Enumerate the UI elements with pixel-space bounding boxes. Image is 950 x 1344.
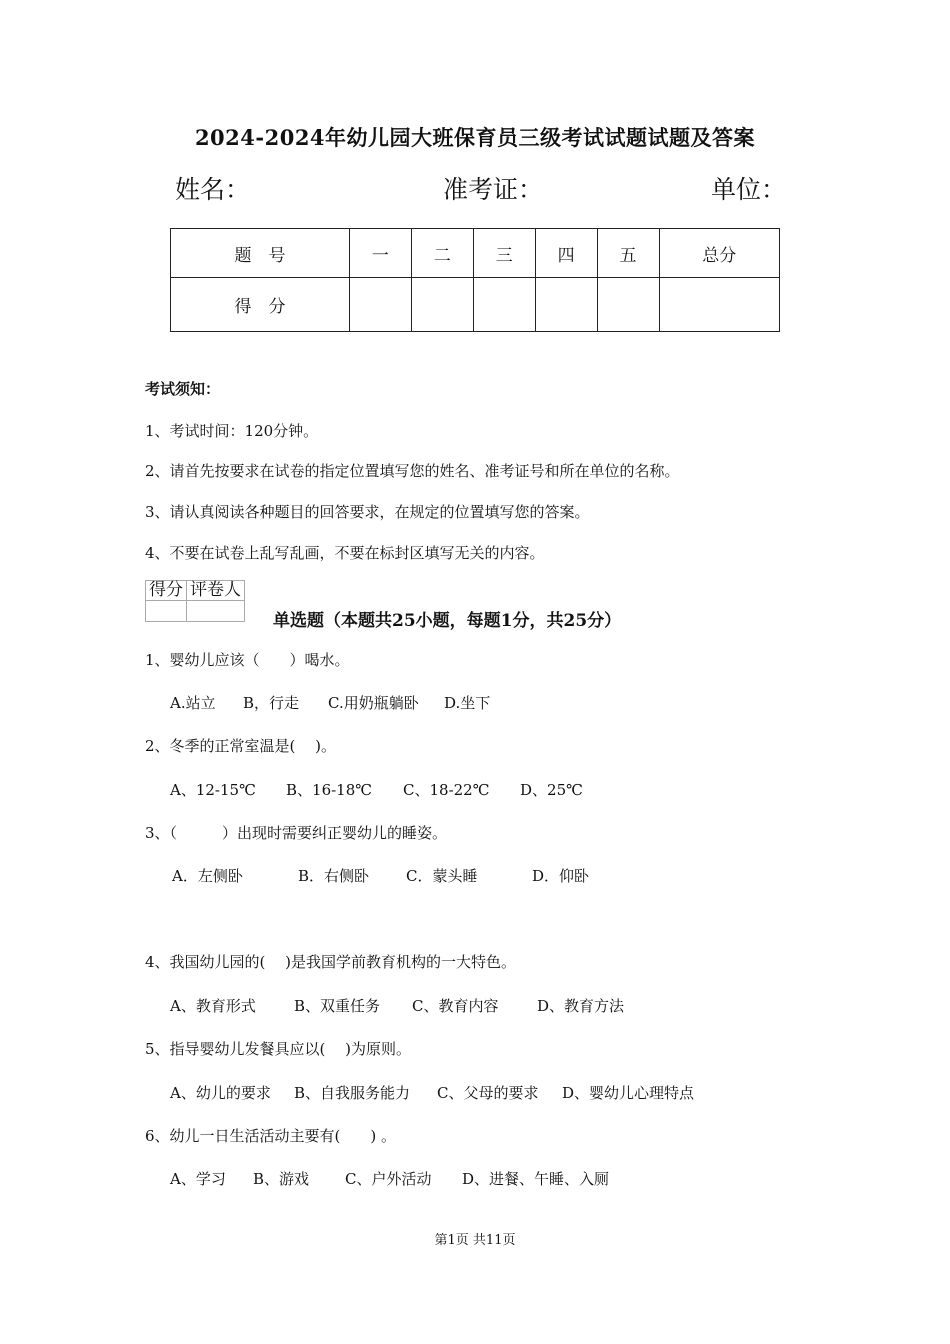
notice-item: 1、考试时间：120分钟。 [145, 422, 319, 440]
name-field-label: 姓名： [175, 175, 251, 204]
score-cell[interactable] [535, 278, 597, 332]
option-b: B、自我服务能力 [294, 1084, 411, 1102]
notice-item: 3、请认真阅读各种题目的回答要求，在规定的位置填写您的答案。 [145, 503, 590, 521]
option-a: A．左侧卧 [172, 867, 243, 885]
option-b: B，行走 [243, 694, 300, 712]
exam-id-field-label: 准考证： [443, 175, 544, 204]
option-c: C、父母的要求 [437, 1084, 539, 1102]
page-title: 2024-2024年幼儿园大班保育员三级考试试题试题及答案 [194, 125, 756, 150]
score-table-col-5: 五 [597, 229, 659, 278]
grader-box-score-label: 得分 [146, 581, 187, 601]
score-table-header-label: 题 号 [171, 229, 350, 278]
option-b: B．右侧卧 [298, 867, 370, 885]
grader-box-score-cell[interactable] [146, 601, 187, 622]
notice-item: 4、不要在试卷上乱写乱画，不要在标封区填写无关的内容。 [145, 544, 545, 562]
option-a: A.站立 [170, 694, 216, 712]
option-c: C、教育内容 [412, 997, 499, 1015]
option-a: A、幼儿的要求 [170, 1084, 271, 1102]
option-a: A、教育形式 [170, 997, 256, 1015]
question-stem: 5、指导婴幼儿发餐具应以( )为原则。 [145, 1040, 412, 1058]
question-stem: 4、我国幼儿园的( )是我国学前教育机构的一大特色。 [145, 953, 517, 971]
score-cell[interactable] [659, 278, 779, 332]
option-c: C、户外活动 [345, 1170, 432, 1188]
question-stem: 6、幼儿一日生活活动主要有( ) 。 [145, 1127, 397, 1145]
question-stem: 1、婴幼儿应该（ ）喝水。 [145, 651, 350, 669]
score-table-col-3: 三 [473, 229, 535, 278]
option-b: B、游戏 [253, 1170, 310, 1188]
score-table-col-1: 一 [349, 229, 411, 278]
score-table [170, 228, 780, 332]
score-table-col-2: 二 [411, 229, 473, 278]
notice-heading: 考试须知： [145, 380, 221, 398]
question-stem: 2、冬季的正常室温是( )。 [145, 737, 337, 755]
option-d: D、婴幼儿心理特点 [562, 1084, 695, 1102]
option-c: C.用奶瓶躺卧 [328, 694, 419, 712]
unit-field-label: 单位： [711, 175, 787, 204]
option-c: C、18-22℃ [403, 781, 490, 799]
score-table-col-total: 总分 [659, 229, 779, 278]
option-d: D、教育方法 [537, 997, 625, 1015]
grader-box-grader-label: 评卷人 [187, 581, 245, 601]
grader-box-grader-cell[interactable] [187, 601, 245, 622]
page-footer: 第1页 共11页 [434, 1233, 516, 1248]
section-title: 单选题（本题共25小题，每题1分，共25分） [273, 611, 622, 631]
score-cell[interactable] [473, 278, 535, 332]
score-table-row-label: 得 分 [171, 278, 350, 332]
option-d: D、25℃ [520, 781, 583, 799]
option-b: B、双重任务 [294, 997, 381, 1015]
score-table-col-4: 四 [535, 229, 597, 278]
score-cell[interactable] [597, 278, 659, 332]
score-cell[interactable] [411, 278, 473, 332]
question-stem: 3、（ ）出现时需要纠正婴幼儿的睡姿。 [145, 824, 448, 842]
option-c: C．蒙头睡 [406, 867, 478, 885]
option-a: A、12-15℃ [170, 781, 256, 799]
option-d: D、进餐、午睡、入厕 [462, 1170, 610, 1188]
option-b: B、16-18℃ [286, 781, 373, 799]
grader-box [145, 580, 245, 622]
score-cell[interactable] [349, 278, 411, 332]
option-d: D．仰卧 [532, 867, 590, 885]
option-d: D.坐下 [444, 694, 491, 712]
option-a: A、学习 [170, 1170, 226, 1188]
notice-item: 2、请首先按要求在试卷的指定位置填写您的姓名、准考证号和所在单位的名称。 [145, 462, 680, 480]
